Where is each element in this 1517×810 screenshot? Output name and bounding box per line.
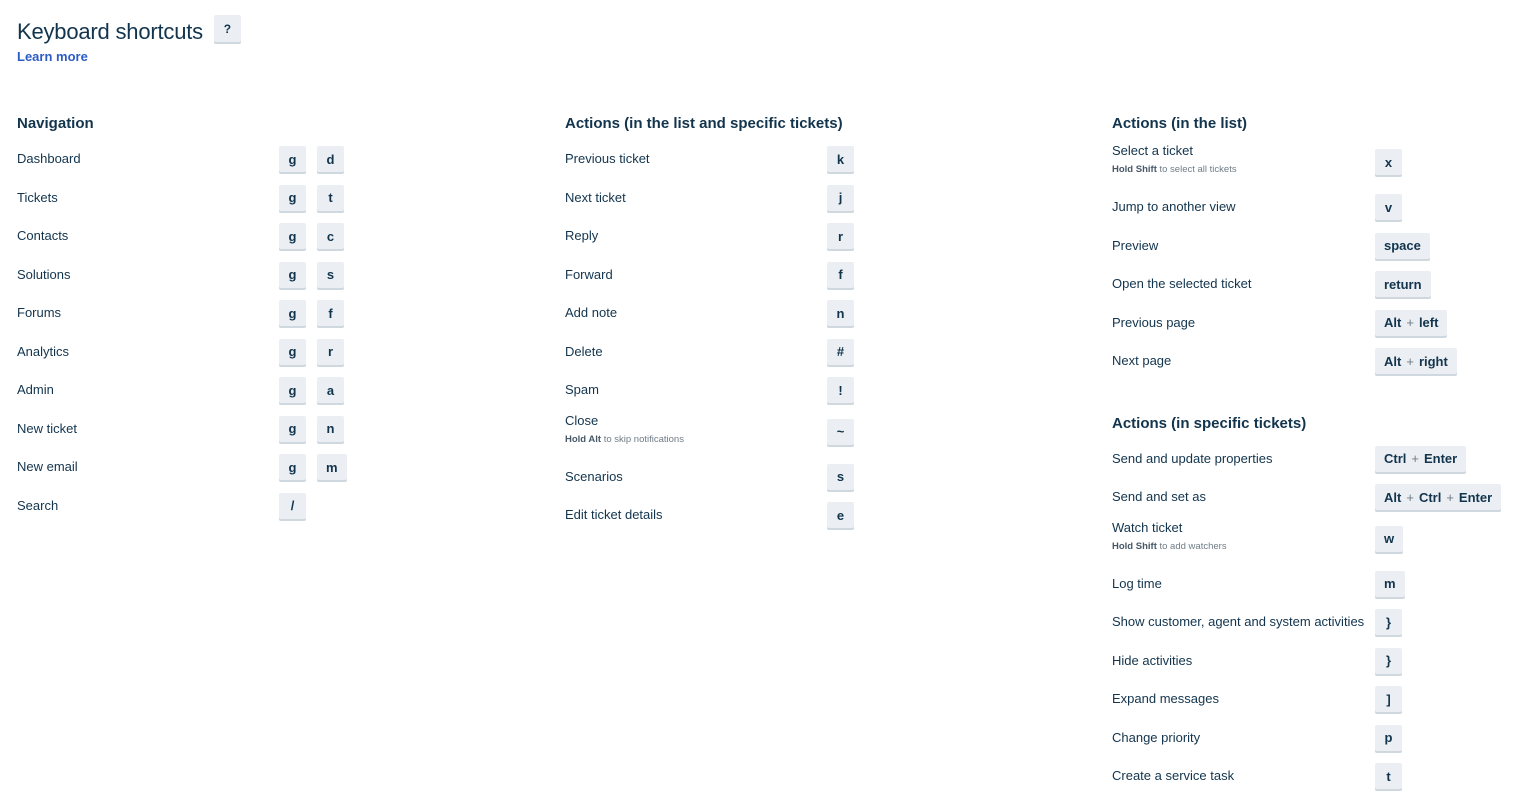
- shortcut-keys: [279, 454, 358, 480]
- shortcut-label-wrap: [17, 490, 58, 514]
- shortcut-row-admin: [17, 374, 357, 413]
- shortcut-row-change-priority: [1112, 722, 1512, 761]
- shortcut-keys: [1375, 686, 1413, 712]
- key-cap: g: [279, 339, 306, 365]
- shortcut-label-wrap: [565, 461, 623, 485]
- key-cap: e: [827, 502, 854, 528]
- key-cap: g: [279, 223, 306, 249]
- shortcut-row-hide-activities: [1112, 645, 1512, 684]
- shortcut-row-expand-messages: [1112, 683, 1512, 722]
- shortcut-label-wrap: [565, 336, 603, 360]
- key-cap: [1375, 446, 1466, 472]
- shortcut-row-previous-page: [1112, 307, 1512, 346]
- shortcut-keys: [827, 377, 865, 403]
- shortcut-label-wrap: [1112, 345, 1171, 369]
- key-cap: [1375, 484, 1501, 510]
- shortcut-label: Previous ticket: [565, 151, 650, 166]
- shortcut-row-delete: [565, 336, 865, 375]
- key-cap: r: [827, 223, 854, 249]
- key-cap: g: [279, 416, 306, 442]
- key-cap: t: [317, 185, 344, 211]
- shortcut-keys: [827, 146, 865, 172]
- shortcut-keys: [827, 223, 865, 249]
- shortcut-label: Forums: [17, 305, 62, 320]
- shortcut-label-wrap: [1112, 645, 1192, 669]
- key-part: Alt: [1384, 353, 1402, 369]
- shortcut-label: Preview: [1112, 237, 1159, 253]
- section-title-actions-specific: Actions (in specific tickets): [1112, 414, 1307, 432]
- shortcut-keys: [279, 416, 355, 442]
- shortcut-label: Tickets: [17, 189, 58, 205]
- key-cap: s: [317, 262, 344, 288]
- shortcut-label-wrap: [1112, 191, 1236, 215]
- shortcut-label: Delete: [565, 343, 603, 359]
- section-title-navigation: Navigation: [17, 115, 94, 132]
- key-cap: m: [1375, 571, 1405, 597]
- shortcut-row-send-and-update-properties: [1112, 443, 1512, 482]
- key-cap: w: [1375, 526, 1403, 552]
- shortcut-keys: [827, 502, 865, 528]
- shortcut-label: Select a ticket: [1112, 143, 1193, 158]
- shortcut-label-wrap: [1112, 760, 1234, 784]
- shortcut-label: Dashboard: [17, 151, 81, 166]
- shortcut-label: Hide activities: [1112, 652, 1193, 668]
- shortcut-row-search: [17, 490, 357, 529]
- key-cap: f: [317, 300, 344, 326]
- shortcut-row-solutions: [17, 259, 357, 298]
- plus-separator: +: [1406, 353, 1414, 369]
- key-cap: j: [827, 185, 854, 211]
- key-part: Ctrl: [1418, 489, 1442, 505]
- shortcut-label: Analytics: [17, 343, 70, 359]
- shortcut-label: Change priority: [1112, 729, 1201, 745]
- shortcut-row-next-page: [1112, 345, 1512, 384]
- shortcut-label: Spam: [565, 382, 599, 397]
- shortcut-keys: [279, 377, 355, 403]
- learn-more-link[interactable]: Learn more: [17, 49, 88, 64]
- shortcut-keys: [1375, 484, 1512, 510]
- shortcut-row-new-email: [17, 451, 357, 490]
- section-title-actions-list: Actions (in the list): [1112, 115, 1247, 132]
- key-cap: /: [279, 493, 306, 519]
- key-cap: k: [827, 146, 854, 172]
- key-cap: m: [317, 454, 347, 480]
- shortcut-row-close: [565, 413, 865, 461]
- shortcut-keys: [827, 419, 865, 445]
- key-cap: }: [1375, 648, 1402, 674]
- shortcut-keys: [827, 339, 865, 365]
- shortcut-hint-text: to skip notifications: [601, 433, 684, 445]
- actions-list-specific-list: [565, 143, 865, 538]
- shortcut-keys: [1375, 763, 1413, 789]
- shortcut-row-select-a-ticket: [1112, 143, 1512, 191]
- shortcut-label: Add note: [565, 305, 618, 320]
- shortcut-label: Watch ticket: [1112, 519, 1183, 535]
- shortcut-hint: [565, 434, 684, 445]
- key-cap: g: [279, 262, 306, 288]
- key-cap: g: [279, 185, 306, 211]
- key-cap: p: [1375, 725, 1402, 751]
- shortcut-hint-key: Hold Shift: [1112, 540, 1157, 552]
- shortcut-keys: [279, 185, 355, 211]
- shortcut-label: New email: [17, 459, 78, 474]
- shortcut-keys: [1375, 725, 1413, 751]
- shortcut-keys: [827, 300, 865, 326]
- shortcut-label: Previous page: [1112, 314, 1196, 330]
- shortcut-row-scenarios: [565, 461, 865, 500]
- shortcut-row-create-a-service-task: [1112, 760, 1512, 799]
- shortcut-label-wrap: [17, 220, 68, 244]
- shortcut-label-wrap: [17, 143, 81, 167]
- shortcut-keys: [1375, 571, 1416, 597]
- shortcut-label-wrap: [1112, 568, 1162, 592]
- shortcut-keys: [1375, 446, 1477, 472]
- actions-list-list: [1112, 143, 1512, 384]
- shortcut-keys: [827, 262, 865, 288]
- key-part: Enter: [1458, 489, 1493, 505]
- shortcut-keys: [1375, 194, 1413, 220]
- key-cap: g: [279, 146, 306, 172]
- shortcut-label: Jump to another view: [1112, 199, 1236, 214]
- shortcut-row-preview: [1112, 230, 1512, 269]
- shortcut-label-wrap: [17, 451, 78, 475]
- shortcut-row-jump-to-another-view: [1112, 191, 1512, 230]
- shortcut-hint-text: to add watchers: [1156, 540, 1227, 552]
- key-cap: ]: [1375, 686, 1402, 712]
- key-cap: s: [827, 464, 854, 490]
- shortcut-keys: [1375, 609, 1413, 635]
- shortcut-label: Log time: [1112, 575, 1162, 591]
- key-cap: c: [317, 223, 344, 249]
- shortcut-row-previous-ticket: [565, 143, 865, 182]
- page-title: Keyboard shortcuts: [17, 18, 203, 44]
- shortcut-label: Admin: [17, 382, 54, 397]
- shortcut-keys: [279, 146, 355, 172]
- shortcut-label: Next ticket: [565, 189, 626, 205]
- shortcut-row-reply: [565, 220, 865, 259]
- shortcut-keys: [279, 300, 355, 326]
- key-part: Alt: [1384, 489, 1402, 505]
- page-header: [17, 18, 241, 64]
- key-cap: t: [1375, 763, 1402, 789]
- shortcut-label-wrap: [1112, 443, 1272, 467]
- shortcut-row-edit-ticket-details: [565, 499, 865, 538]
- shortcut-label-wrap: [565, 259, 613, 283]
- shortcut-keys: [1375, 271, 1442, 297]
- shortcut-keys: [1375, 233, 1441, 259]
- shortcut-label-wrap: [17, 182, 58, 206]
- shortcut-label-wrap: [17, 413, 77, 437]
- shortcut-keys: [1375, 149, 1413, 175]
- shortcut-row-watch-ticket: [1112, 520, 1512, 568]
- plus-separator: +: [1411, 451, 1419, 466]
- plus-separator: +: [1406, 489, 1414, 505]
- key-cap: [1375, 310, 1447, 336]
- shortcut-hint-key: Hold Alt: [565, 433, 602, 445]
- shortcut-row-forums: [17, 297, 357, 336]
- shortcut-label: Send and set as: [1112, 489, 1206, 504]
- navigation-list: [17, 143, 357, 528]
- shortcut-label-wrap: [1112, 481, 1206, 505]
- shortcut-label-wrap: [565, 220, 598, 244]
- shortcut-row-dashboard: [17, 143, 357, 182]
- key-cap: return: [1375, 271, 1431, 297]
- key-cap: }: [1375, 609, 1402, 635]
- shortcut-row-send-and-set-as: [1112, 481, 1512, 520]
- shortcut-row-analytics: [17, 336, 357, 375]
- shortcut-row-contacts: [17, 220, 357, 259]
- shortcut-label-wrap: [565, 297, 617, 321]
- shortcut-label: Contacts: [17, 228, 69, 243]
- key-cap: d: [317, 146, 344, 172]
- plus-separator: +: [1406, 315, 1414, 330]
- shortcut-row-tickets: [17, 182, 357, 221]
- shortcut-label-wrap: [1112, 606, 1364, 630]
- help-shortcut-key[interactable]: ?: [214, 15, 241, 42]
- key-part: Alt: [1384, 315, 1402, 330]
- shortcut-label-wrap: [1112, 307, 1195, 331]
- key-cap: g: [279, 454, 306, 480]
- shortcut-row-add-note: [565, 297, 865, 336]
- shortcut-label-wrap: [565, 374, 599, 398]
- shortcut-row-open-the-selected-ticket: [1112, 268, 1512, 307]
- shortcut-keys: [279, 493, 317, 519]
- shortcut-keys: [1375, 526, 1414, 552]
- actions-list-specific-section: [565, 114, 865, 538]
- shortcut-label: Next page: [1112, 353, 1172, 368]
- shortcut-label: Open the selected ticket: [1112, 276, 1252, 291]
- shortcut-keys: [827, 185, 865, 211]
- actions-specific-list: [1112, 443, 1512, 799]
- key-cap: a: [317, 377, 344, 403]
- title-row: [17, 18, 241, 45]
- shortcut-label: Forward: [565, 266, 613, 282]
- shortcut-label: Scenarios: [565, 468, 623, 484]
- shortcut-label-wrap: [1112, 520, 1227, 552]
- shortcut-label-wrap: [1112, 268, 1251, 292]
- shortcut-label: New ticket: [17, 420, 77, 436]
- shortcut-label: Close: [565, 412, 599, 428]
- key-part: Enter: [1423, 451, 1458, 466]
- key-cap: g: [279, 300, 306, 326]
- shortcut-keys: [1375, 348, 1468, 374]
- shortcut-label: Edit ticket details: [565, 507, 663, 522]
- key-cap: space: [1375, 233, 1430, 259]
- shortcut-row-next-ticket: [565, 182, 865, 221]
- shortcut-hint-key: Hold Shift: [1112, 164, 1157, 175]
- key-cap: !: [827, 377, 854, 403]
- key-cap: n: [827, 300, 854, 326]
- key-cap: [1375, 348, 1457, 374]
- shortcut-label: Expand messages: [1112, 691, 1219, 706]
- shortcut-label-wrap: [17, 259, 70, 283]
- shortcut-row-forward: [565, 259, 865, 298]
- key-cap: v: [1375, 194, 1402, 220]
- shortcut-row-log-time: [1112, 568, 1512, 607]
- shortcut-hint: [1112, 164, 1237, 175]
- shortcut-label-wrap: [1112, 683, 1219, 707]
- shortcut-hint-text: to select all tickets: [1156, 164, 1237, 175]
- shortcut-label: Show customer, agent and system activities: [1112, 614, 1365, 629]
- shortcut-label-wrap: [565, 143, 650, 167]
- key-cap: n: [317, 416, 344, 442]
- shortcut-label-wrap: [17, 336, 69, 360]
- shortcut-keys: [279, 223, 355, 249]
- shortcut-row-show-customer-agent-and-system-activities: [1112, 606, 1512, 645]
- shortcut-label: Send and update properties: [1112, 450, 1273, 466]
- shortcut-label-wrap: [565, 499, 663, 523]
- key-part: Ctrl: [1384, 451, 1407, 466]
- shortcut-keys: [1375, 648, 1413, 674]
- shortcut-hint: [1112, 541, 1227, 552]
- shortcut-label-wrap: [1112, 722, 1200, 746]
- key-part: left: [1418, 315, 1439, 330]
- key-part: right: [1418, 353, 1448, 369]
- navigation-section: [17, 114, 357, 528]
- key-cap: #: [827, 339, 854, 365]
- key-cap: f: [827, 262, 854, 288]
- key-cap: ~: [827, 419, 854, 445]
- shortcut-label-wrap: [1112, 143, 1237, 175]
- shortcut-row-spam: [565, 374, 865, 413]
- shortcut-label: Search: [17, 497, 59, 513]
- key-cap: g: [279, 377, 306, 403]
- shortcut-keys: [279, 262, 355, 288]
- shortcut-row-new-ticket: [17, 413, 357, 452]
- section-title-actions-list-specific: Actions (in the list and specific tickets): [565, 115, 843, 132]
- key-cap: x: [1375, 149, 1402, 175]
- actions-right-column: [1112, 114, 1512, 799]
- shortcut-label-wrap: [1112, 230, 1158, 254]
- key-cap: r: [317, 339, 344, 365]
- shortcut-label-wrap: [565, 182, 626, 206]
- shortcut-label-wrap: [17, 297, 61, 321]
- shortcut-keys: [827, 464, 865, 490]
- shortcut-label: Solutions: [17, 266, 71, 282]
- shortcut-label-wrap: [565, 413, 684, 445]
- shortcut-label: Create a service task: [1112, 768, 1235, 783]
- shortcut-keys: [279, 339, 355, 365]
- plus-separator: +: [1446, 489, 1454, 505]
- shortcut-label-wrap: [17, 374, 54, 398]
- shortcut-label: Reply: [565, 228, 599, 243]
- shortcut-keys: [1375, 310, 1458, 336]
